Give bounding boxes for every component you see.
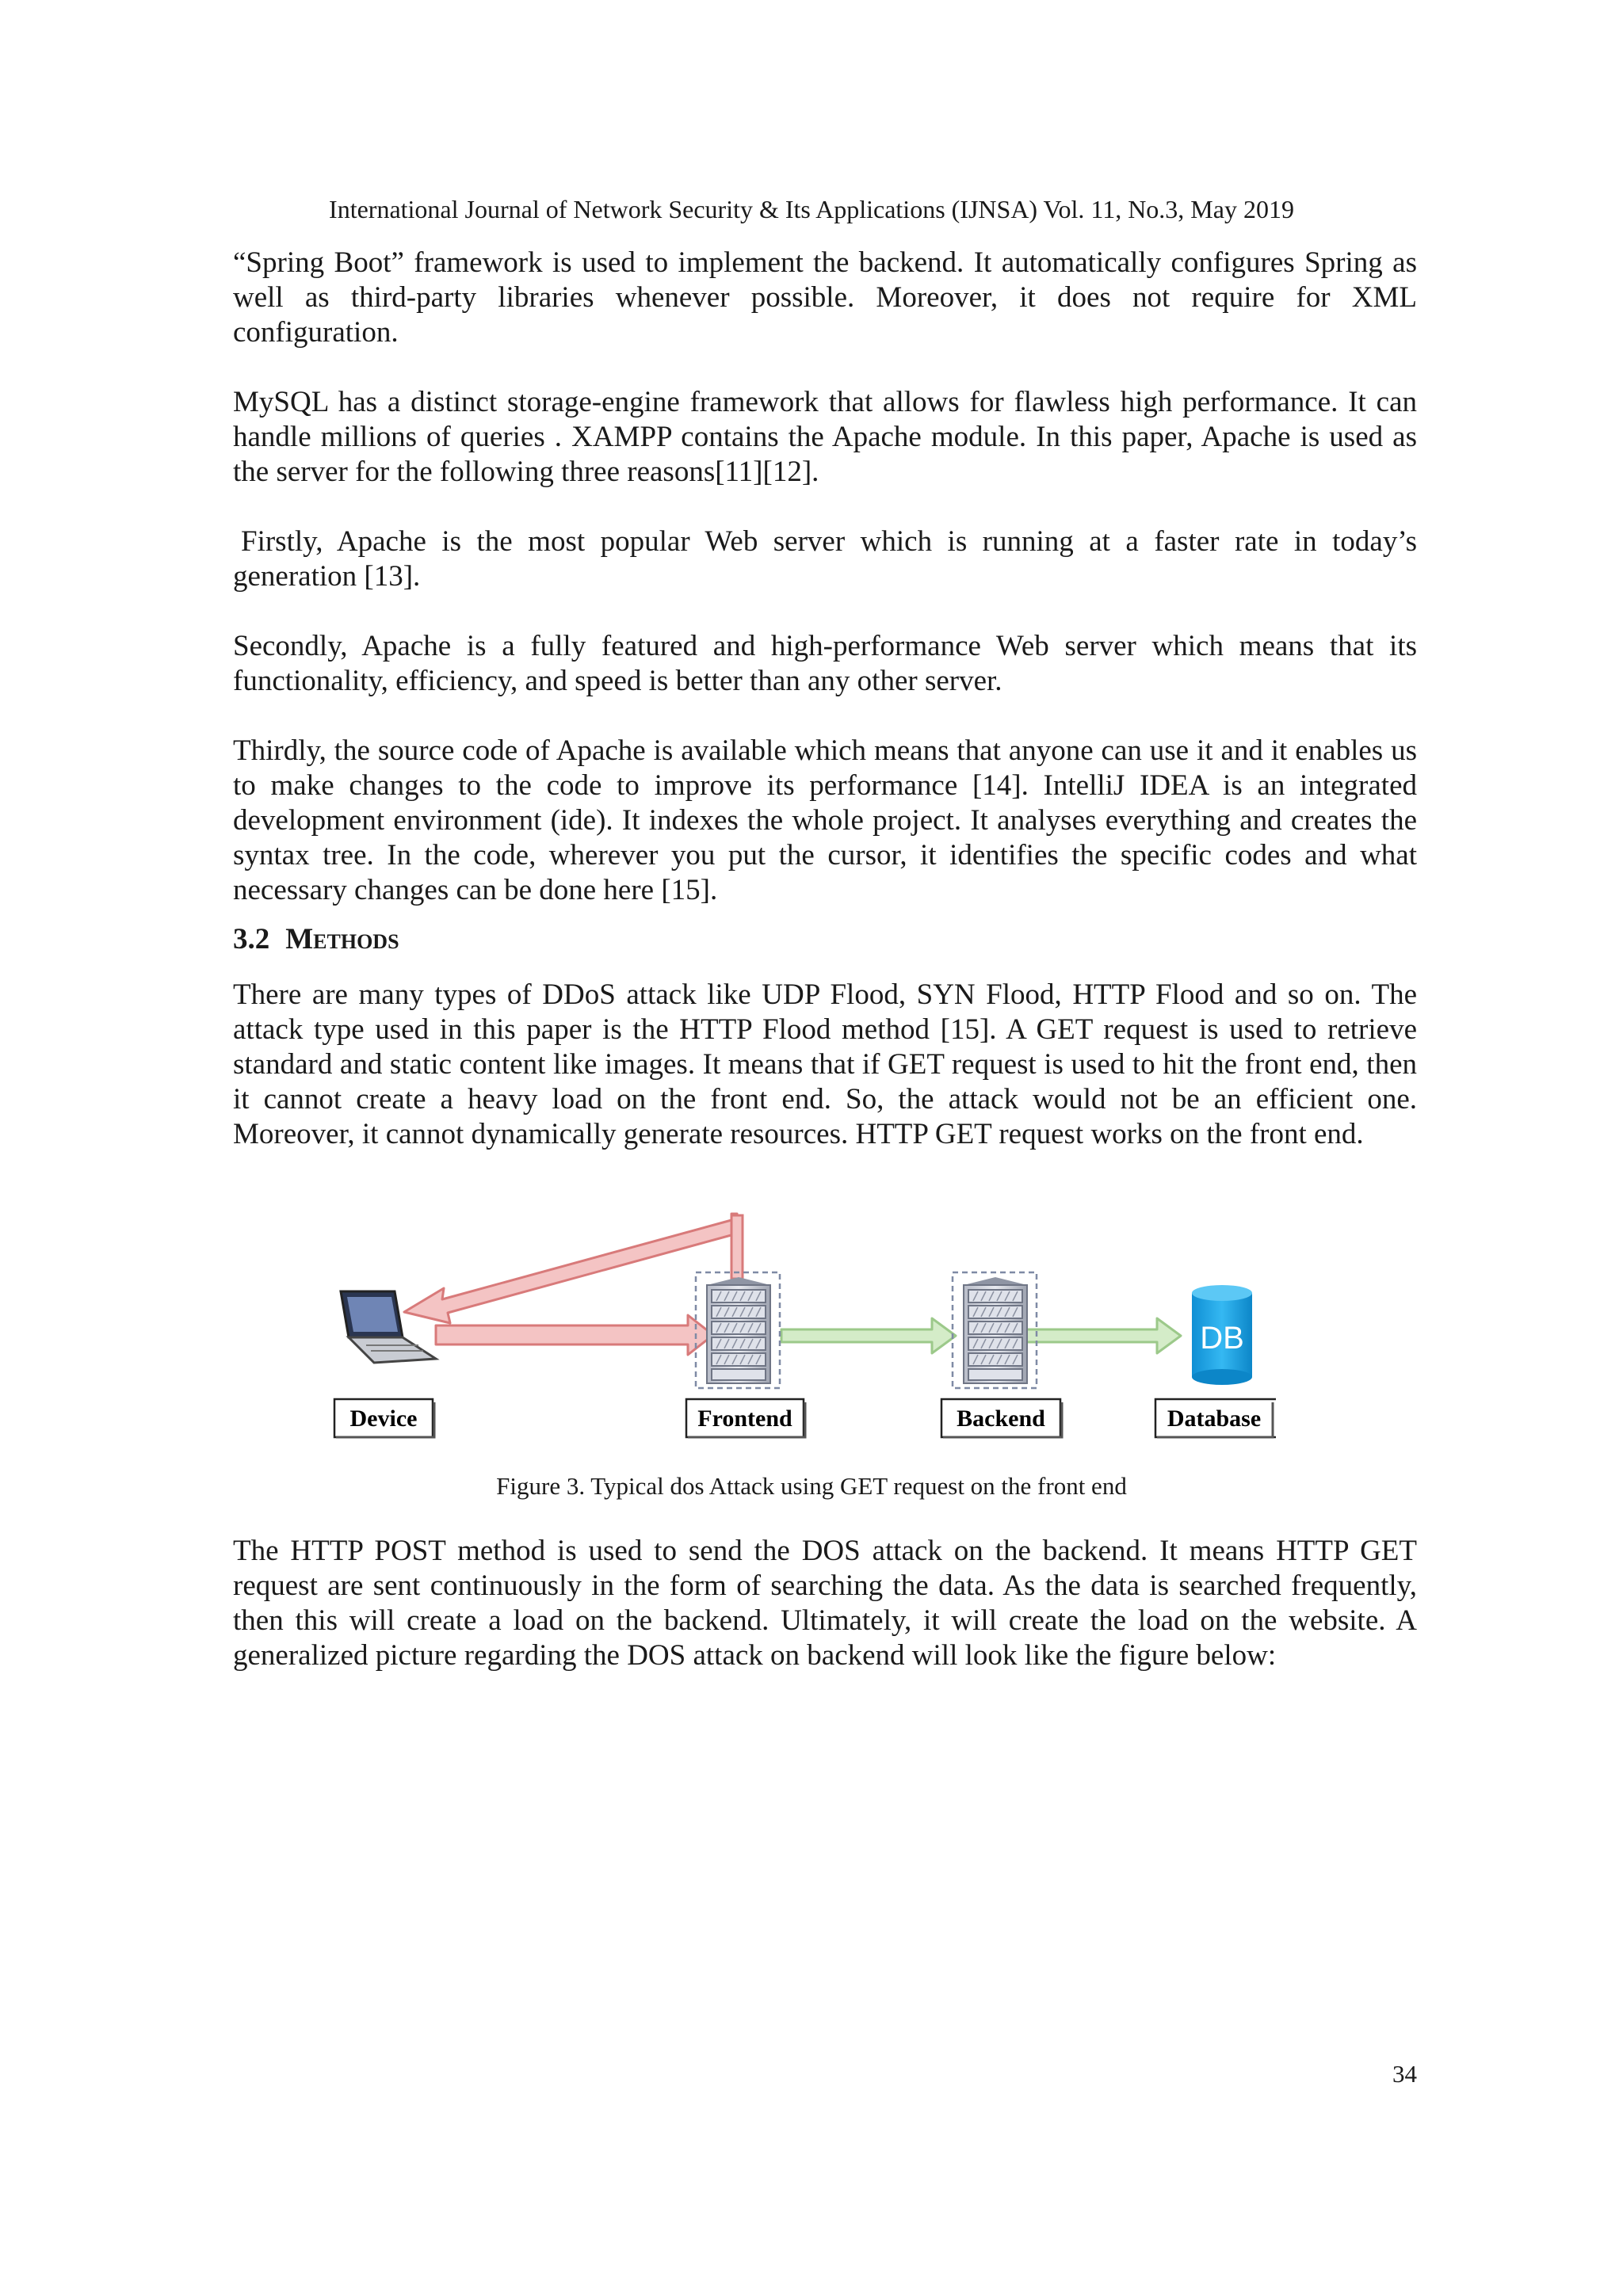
attack-return-arrow [404,1214,743,1323]
db-label: DB [1200,1321,1244,1356]
page-number: 34 [1392,2060,1417,2088]
label-database-text: Database [1167,1405,1262,1432]
figure-caption: Figure 3. Typical dos Attack using GET request on the front end [496,1472,1127,1500]
backend-to-database-arrow [1022,1318,1181,1353]
frontend-server-icon [696,1272,780,1388]
frontend-to-backend-arrow [781,1318,956,1353]
paragraph-http-post: The HTTP POST method is used to send the DOS attack on the backend. It means HTTP GET request are sent continuously in the form of searching the data. As the data is searched frequently, then this will create a load on the backend. Ultimately, it will create the load on the website. A generalized picture regarding the DOS attack on backend will look like the figure below: [233,1535,1417,1672]
body-text-upper [233,246,1417,1152]
section-title: Methods [285,923,399,955]
body-text-lower [233,1534,1417,1673]
running-head: International Journal of Network Security & Its Applications (IJNSA) Vol. 11, No.3, May 2019 [329,195,1294,223]
label-device [334,1399,434,1437]
section-number: 3.2 [233,923,270,955]
paragraph-methods: There are many types of DDoS attack like UDP Flood, SYN Flood, HTTP Flood and so on. The attack type used in this paper is the HTTP Flood method [15]. A GET request is used to retrieve standard and static content like images. It means that if GET request is used to hit the front end, then it cannot create a heavy load on the front end. So, the attack would not be an efficient one. Moreover, it cannot dynamically generate resources. HTTP GET request works on the front end. [233,978,1417,1150]
figure-3-diagram [325,1204,1276,1442]
section-heading [233,922,1417,957]
paragraph-mysql: MySQL has a distinct storage-engine framework that allows for flawless high performance. It can handle millions of queries . XAMPP contains the Apache module. In this paper, Apache is used as the server for the following three reasons[11][12]. [233,386,1417,488]
label-backend-text: Backend [957,1405,1045,1432]
paragraph-firstly: Firstly, Apache is the most popular Web server which is running at a faster rate in today’s generation [13]. [233,525,1417,593]
paragraph-spring-boot: “Spring Boot” framework is used to implement the backend. It automatically configures Spring as well as third-party libraries whenever possible. Moreover, it does not require for XML configuration. [233,246,1417,349]
backend-server-icon [953,1272,1037,1388]
label-frontend [686,1399,805,1437]
label-backend [941,1399,1062,1437]
attack-request-arrow [436,1315,713,1355]
paragraph-thirdly: Thirdly, the source code of Apache is available which means that anyone can use it and it enables us to make changes to the code to improve its performance [14]. IntelliJ IDEA is an integrated development environment (ide). It indexes the whole project. It analyses everything and creates the syntax tree. In the code, wherever you put the cursor, it identifies the specific codes and what necessary changes can be done here [15]. [233,734,1417,906]
database-icon [1192,1285,1252,1385]
label-device-text: Device [349,1405,418,1432]
label-frontend-text: Frontend [697,1405,792,1432]
paragraph-secondly: Secondly, Apache is a fully featured and high-performance Web server which means that its functionality, efficiency, and speed is better than any other server. [233,630,1417,697]
label-database [1155,1399,1276,1437]
